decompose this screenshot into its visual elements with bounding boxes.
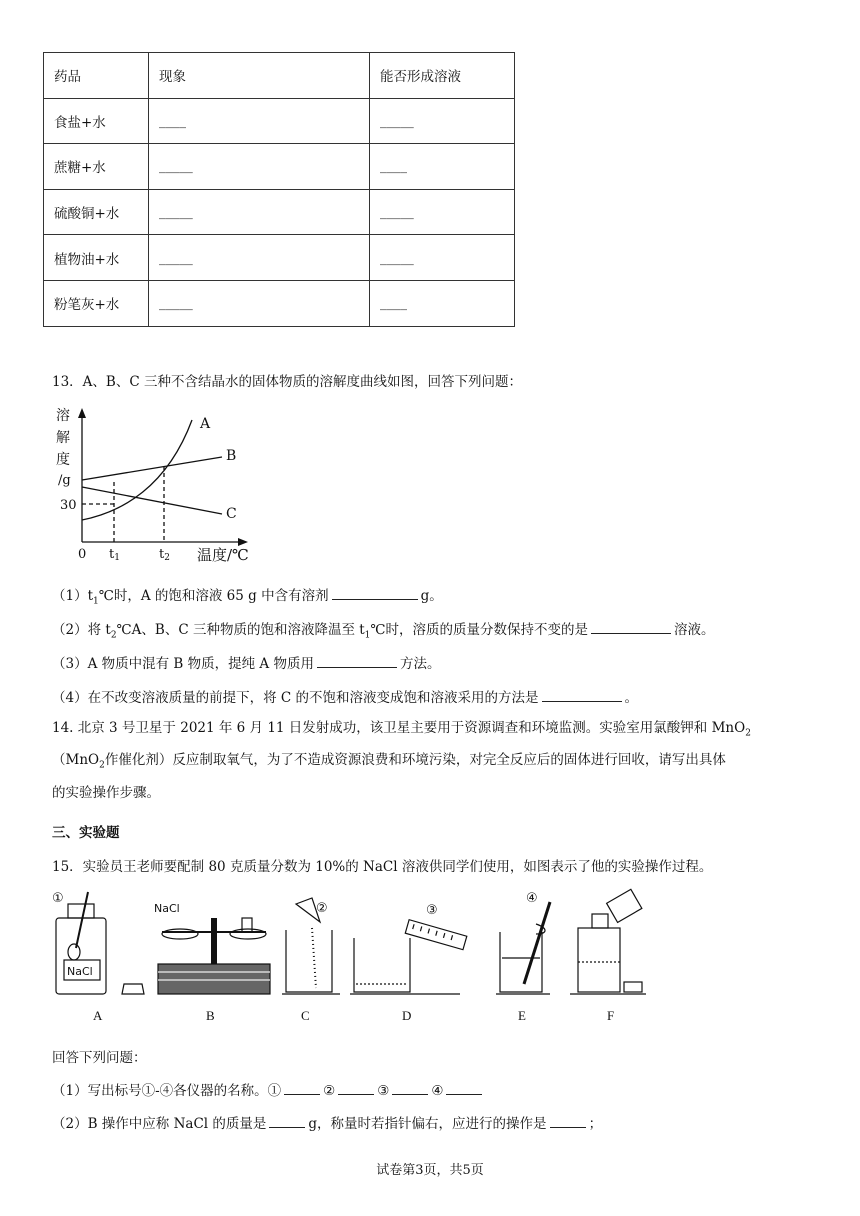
experiment-figure (50, 888, 650, 1000)
t1-label: t1 (109, 547, 120, 563)
table-row (44, 235, 515, 281)
table-header-row (44, 53, 515, 99)
answer-blank[interactable] (338, 1080, 374, 1095)
question-15-part-1: （1）写出标号①-④各仪器的名称。① ② ③ ④ (52, 1079, 485, 1099)
question-14-line-1: 14. 北京 3 号卫星于 2021 年 6 月 11 日发射成功，该卫星主要用于资源调查和环境监测。实验室用氯酸钾和 MnO$_2$ (52, 720, 751, 739)
left-pan (162, 929, 198, 939)
table-cell-item: 食盐+水 (44, 98, 149, 144)
question-13-part-2: （2）将 $t_2℃A$、B、C 三种物质的饱和溶液降温至 $t_1℃$时，溶质的质量分数保持不变的是 溶液。 (52, 618, 715, 641)
table-cell-blank: _____ (370, 189, 515, 235)
answer-blank[interactable] (332, 585, 418, 600)
spoon-handle (76, 892, 88, 948)
question-13-stem: 13．A、B、C 三种不含结晶水的固体物质的溶解度曲线如图，回答下列问题： (52, 374, 522, 390)
answer-blank[interactable] (591, 619, 671, 634)
answer-blank[interactable] (542, 687, 622, 702)
table-row (44, 98, 515, 144)
y-tick-30: 30 (60, 498, 77, 513)
figure-label-f: F (607, 1008, 615, 1023)
weight (242, 918, 252, 932)
beaker-c (286, 930, 332, 992)
y-label: 解 (56, 430, 70, 446)
table-row (44, 144, 515, 190)
question-14-line-3: 的实验操作步骤。 (52, 785, 160, 801)
pouring-beaker (607, 889, 642, 922)
table-cell-blank: _____ (370, 235, 515, 281)
question-13-part-3: （3）A 物质中混有 B 物质，提纯 A 物质用 方法。 (52, 652, 440, 672)
stopper-f (624, 982, 642, 992)
curve-c (82, 487, 222, 514)
nacl-bottle-label: NaCl (67, 965, 93, 978)
t2-label: t2 (159, 547, 170, 563)
table-header: 能否形成溶液 (370, 53, 515, 99)
y-label: 度 (56, 452, 70, 468)
answer-blank[interactable] (392, 1080, 428, 1095)
glass-rod (524, 902, 550, 984)
curve-a-label: A (200, 416, 211, 432)
solubility-graph (52, 402, 262, 564)
x-axis-arrow (238, 538, 248, 546)
y-label: 溶 (56, 408, 70, 424)
question-15-stem: 15．实验员王老师要配制 80 克质量分数为 10%的 NaCl 溶液供同学们使用，如图表示了他的实验操作过程。 (52, 859, 713, 875)
label-4: ④ (526, 891, 538, 906)
figure-label-a: A (93, 1008, 103, 1023)
table-cell-item: 植物油+水 (44, 235, 149, 281)
reagent-bottle-f (578, 928, 620, 992)
table-row (44, 189, 515, 235)
figure-label-e: E (518, 1008, 526, 1023)
solution-table (43, 52, 515, 327)
balance-base (158, 964, 270, 994)
bottle-f-neck (592, 914, 608, 928)
question-13-part-4: （4）在不改变溶液质量的前提下，将 C 的不饱和溶液变成饱和溶液采用的方法是 。 (52, 686, 638, 706)
table-cell-item: 硫酸铜+水 (44, 189, 149, 235)
table-cell-blank: ____ (370, 280, 515, 326)
table-row (44, 280, 515, 326)
page-footer: 试卷第3页，共5页 (376, 1163, 484, 1178)
table-header: 药品 (44, 53, 149, 99)
curve-c-label: C (226, 506, 237, 522)
table-cell-item: 粉笔灰+水 (44, 280, 149, 326)
question-14-line-2: （MnO$_2$作催化剂）反应制取氧气，为了不造成资源浪费和环境污染，对完全反应后的固体进行回收，请写出具体 (52, 752, 726, 771)
y-label: /g (58, 473, 71, 488)
table-cell-blank: _____ (149, 189, 370, 235)
answer-blank[interactable] (317, 653, 397, 668)
table-cell-item: 蔗糖+水 (44, 144, 149, 190)
right-pan (230, 929, 266, 939)
y-axis-arrow (78, 408, 86, 418)
nacl-balance-label: NaCl (154, 902, 180, 915)
table-header: 现象 (149, 53, 370, 99)
stopper (122, 984, 144, 994)
table-cell-blank: _____ (149, 144, 370, 190)
beaker-e (500, 932, 542, 992)
table-cell-blank: _____ (149, 280, 370, 326)
table-cell-blank: ____ (370, 144, 515, 190)
figure-label-c: C (301, 1008, 310, 1023)
answer-blank[interactable] (284, 1080, 320, 1095)
x-label: 温度/℃ (197, 546, 249, 564)
figure-label-b: B (206, 1008, 215, 1023)
answer-blank[interactable] (269, 1113, 305, 1128)
question-13-part-1: $(1)t_1℃$时，A 的饱和溶液 65 g 中含有溶剂 g。 (52, 584, 443, 607)
spoon-bowl (68, 944, 80, 960)
question-15-part-2: （2）B 操作中应称 NaCl 的质量是 g，称量时若指针偏右，应进行的操作是 ； (52, 1112, 602, 1132)
label-1: ① (52, 891, 64, 906)
bottle-neck (68, 904, 94, 918)
answer-blank[interactable] (550, 1113, 586, 1128)
table-cell-blank: _____ (149, 235, 370, 281)
table-cell-blank: ____ (149, 98, 370, 144)
label-2: ② (316, 901, 328, 916)
table-cell-blank: _____ (370, 98, 515, 144)
curve-b-label: B (226, 448, 237, 464)
origin-label: 0 (78, 547, 87, 562)
answer-intro: 回答下列问题： (52, 1050, 147, 1066)
answer-blank[interactable] (446, 1080, 482, 1095)
curve-b (82, 457, 222, 480)
section-heading: 三、实验题 (52, 825, 120, 841)
label-3: ③ (426, 903, 438, 918)
figure-label-d: D (402, 1008, 412, 1023)
